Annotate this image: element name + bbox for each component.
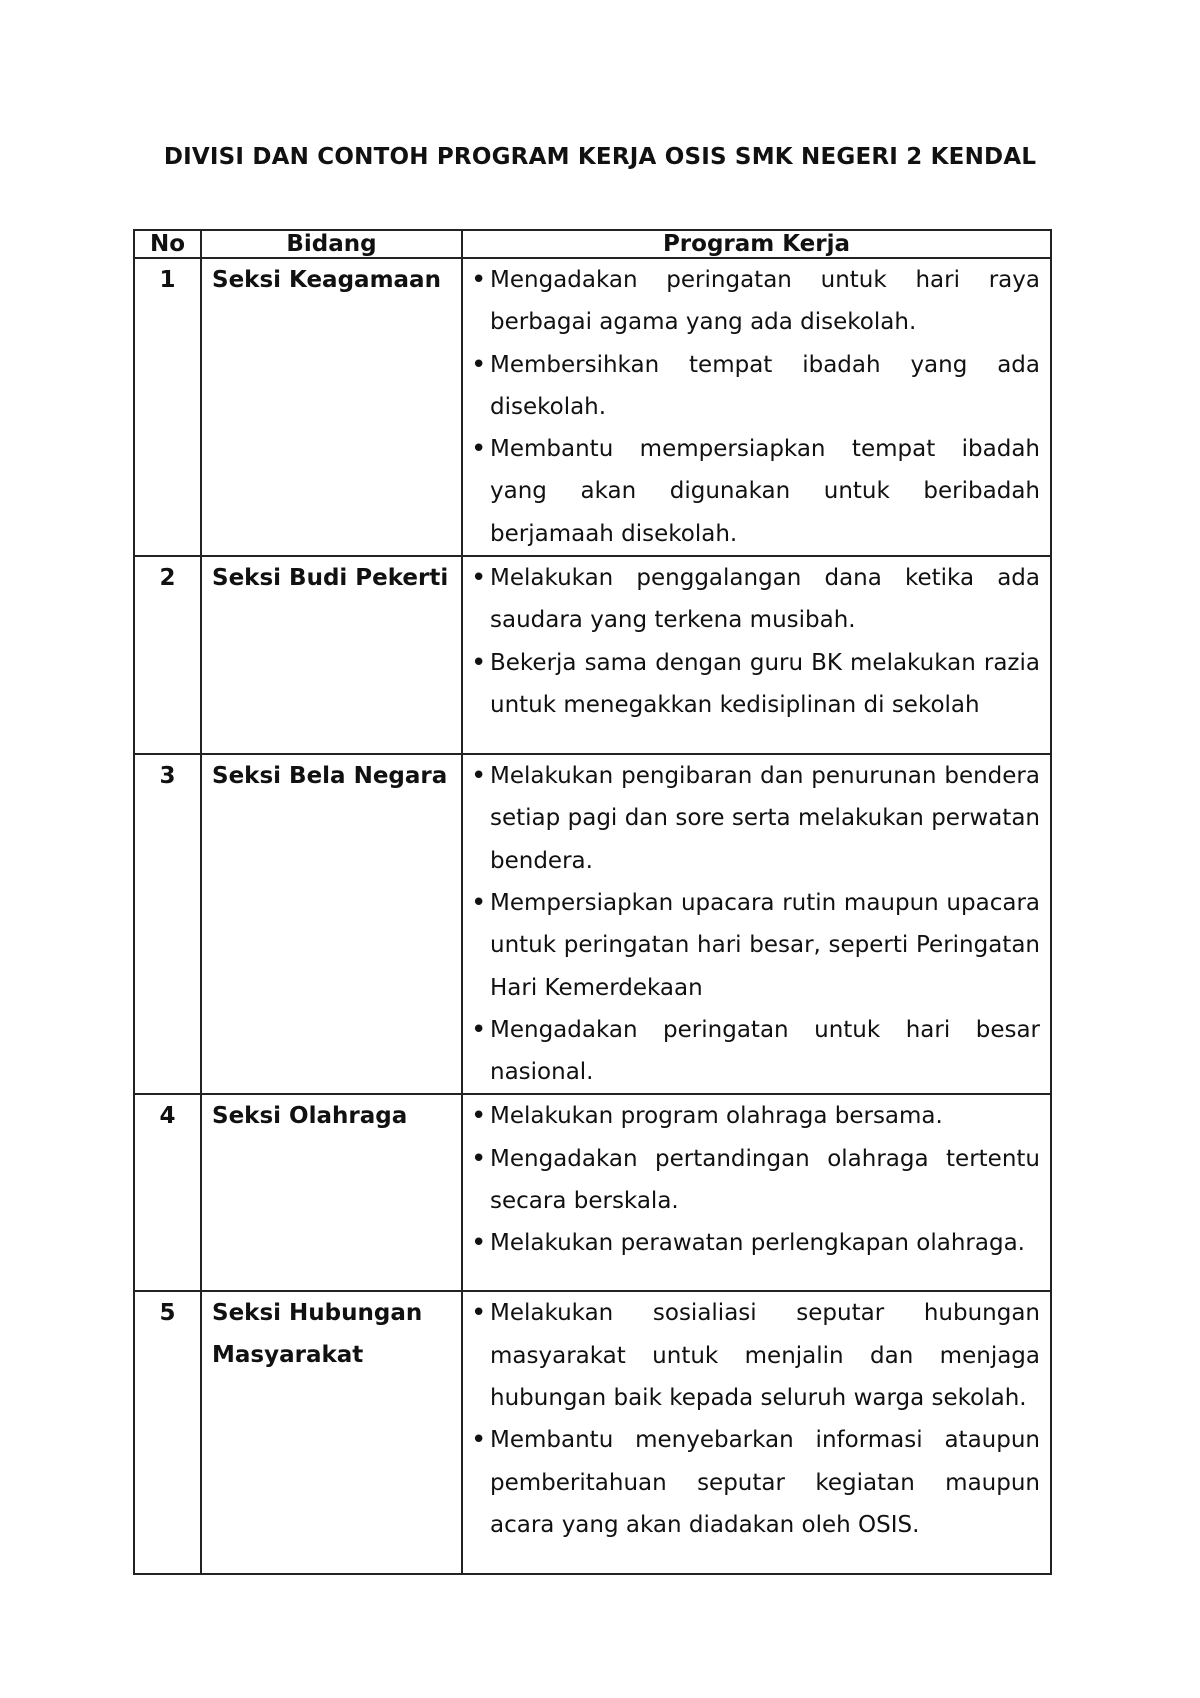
row-number: 5 — [134, 1291, 201, 1574]
program-list-cell — [462, 754, 1051, 1094]
bidang-name: Seksi Bela Negara — [201, 754, 462, 1094]
program-item: • Membantu mempersiapkan tempat ibadah yang akan digunakan untuk beribadah berjamaah disekolah. — [471, 428, 1040, 555]
table-row — [134, 754, 1051, 1094]
bidang-name: Seksi Hubungan Masyarakat — [201, 1291, 462, 1574]
program-item: • Melakukan sosialiasi seputar hubungan masyarakat untuk menjalin dan menjaga hubungan baik kepada seluruh warga sekolah. — [471, 1292, 1040, 1419]
program-item: • Mengadakan peringatan untuk hari raya berbagai agama yang ada disekolah. — [471, 259, 1040, 344]
program-list — [471, 755, 1040, 1093]
row-number: 1 — [134, 258, 201, 556]
bidang-name: Seksi Keagamaan — [201, 258, 462, 556]
program-list-cell — [462, 556, 1051, 754]
program-item: • Mempersiapkan upacara rutin maupun upacara untuk peringatan hari besar, seperti Peringatan Hari Kemerdekaan — [471, 882, 1040, 1009]
program-list-cell — [462, 1291, 1051, 1574]
program-item: • Membersihkan tempat ibadah yang ada disekolah. — [471, 344, 1040, 429]
row-number: 4 — [134, 1094, 201, 1291]
row-number: 2 — [134, 556, 201, 754]
program-item: • Bekerja sama dengan guru BK melakukan razia untuk menegakkan kedisiplinan di sekolah — [471, 642, 1040, 727]
program-item: • Melakukan penggalangan dana ketika ada saudara yang terkena musibah. — [471, 557, 1040, 642]
header-program-kerja: Program Kerja — [462, 230, 1051, 258]
document-title: DIVISI DAN CONTOH PROGRAM KERJA OSIS SMK NEGERI 2 KENDAL — [163, 144, 1037, 170]
program-item: • Melakukan pengibaran dan penurunan bendera setiap pagi dan sore serta melakukan perwatan bendera. — [471, 755, 1040, 882]
program-item: • Mengadakan pertandingan olahraga tertentu secara berskala. — [471, 1138, 1040, 1223]
program-item: • Melakukan perawatan perlengkapan olahraga. — [471, 1222, 1040, 1264]
row-number: 3 — [134, 754, 201, 1094]
program-list — [471, 1095, 1040, 1264]
program-list — [471, 259, 1040, 555]
program-list — [471, 557, 1040, 726]
table-row — [134, 1291, 1051, 1574]
program-item: • Mengadakan peringatan untuk hari besar nasional. — [471, 1009, 1040, 1094]
table-row — [134, 258, 1051, 556]
header-bidang: Bidang — [201, 230, 462, 258]
bidang-name: Seksi Olahraga — [201, 1094, 462, 1291]
program-kerja-table — [133, 229, 1052, 1575]
table-row — [134, 1094, 1051, 1291]
bidang-name: Seksi Budi Pekerti — [201, 556, 462, 754]
table-header-row — [134, 230, 1051, 258]
program-list-cell — [462, 1094, 1051, 1291]
program-item: • Melakukan program olahraga bersama. — [471, 1095, 1040, 1137]
program-list — [471, 1292, 1040, 1546]
header-no: No — [134, 230, 201, 258]
program-list-cell — [462, 258, 1051, 556]
program-item: • Membantu menyebarkan informasi ataupun pemberitahuan seputar kegiatan maupun acara yang akan diadakan oleh OSIS. — [471, 1419, 1040, 1546]
table-row — [134, 556, 1051, 754]
